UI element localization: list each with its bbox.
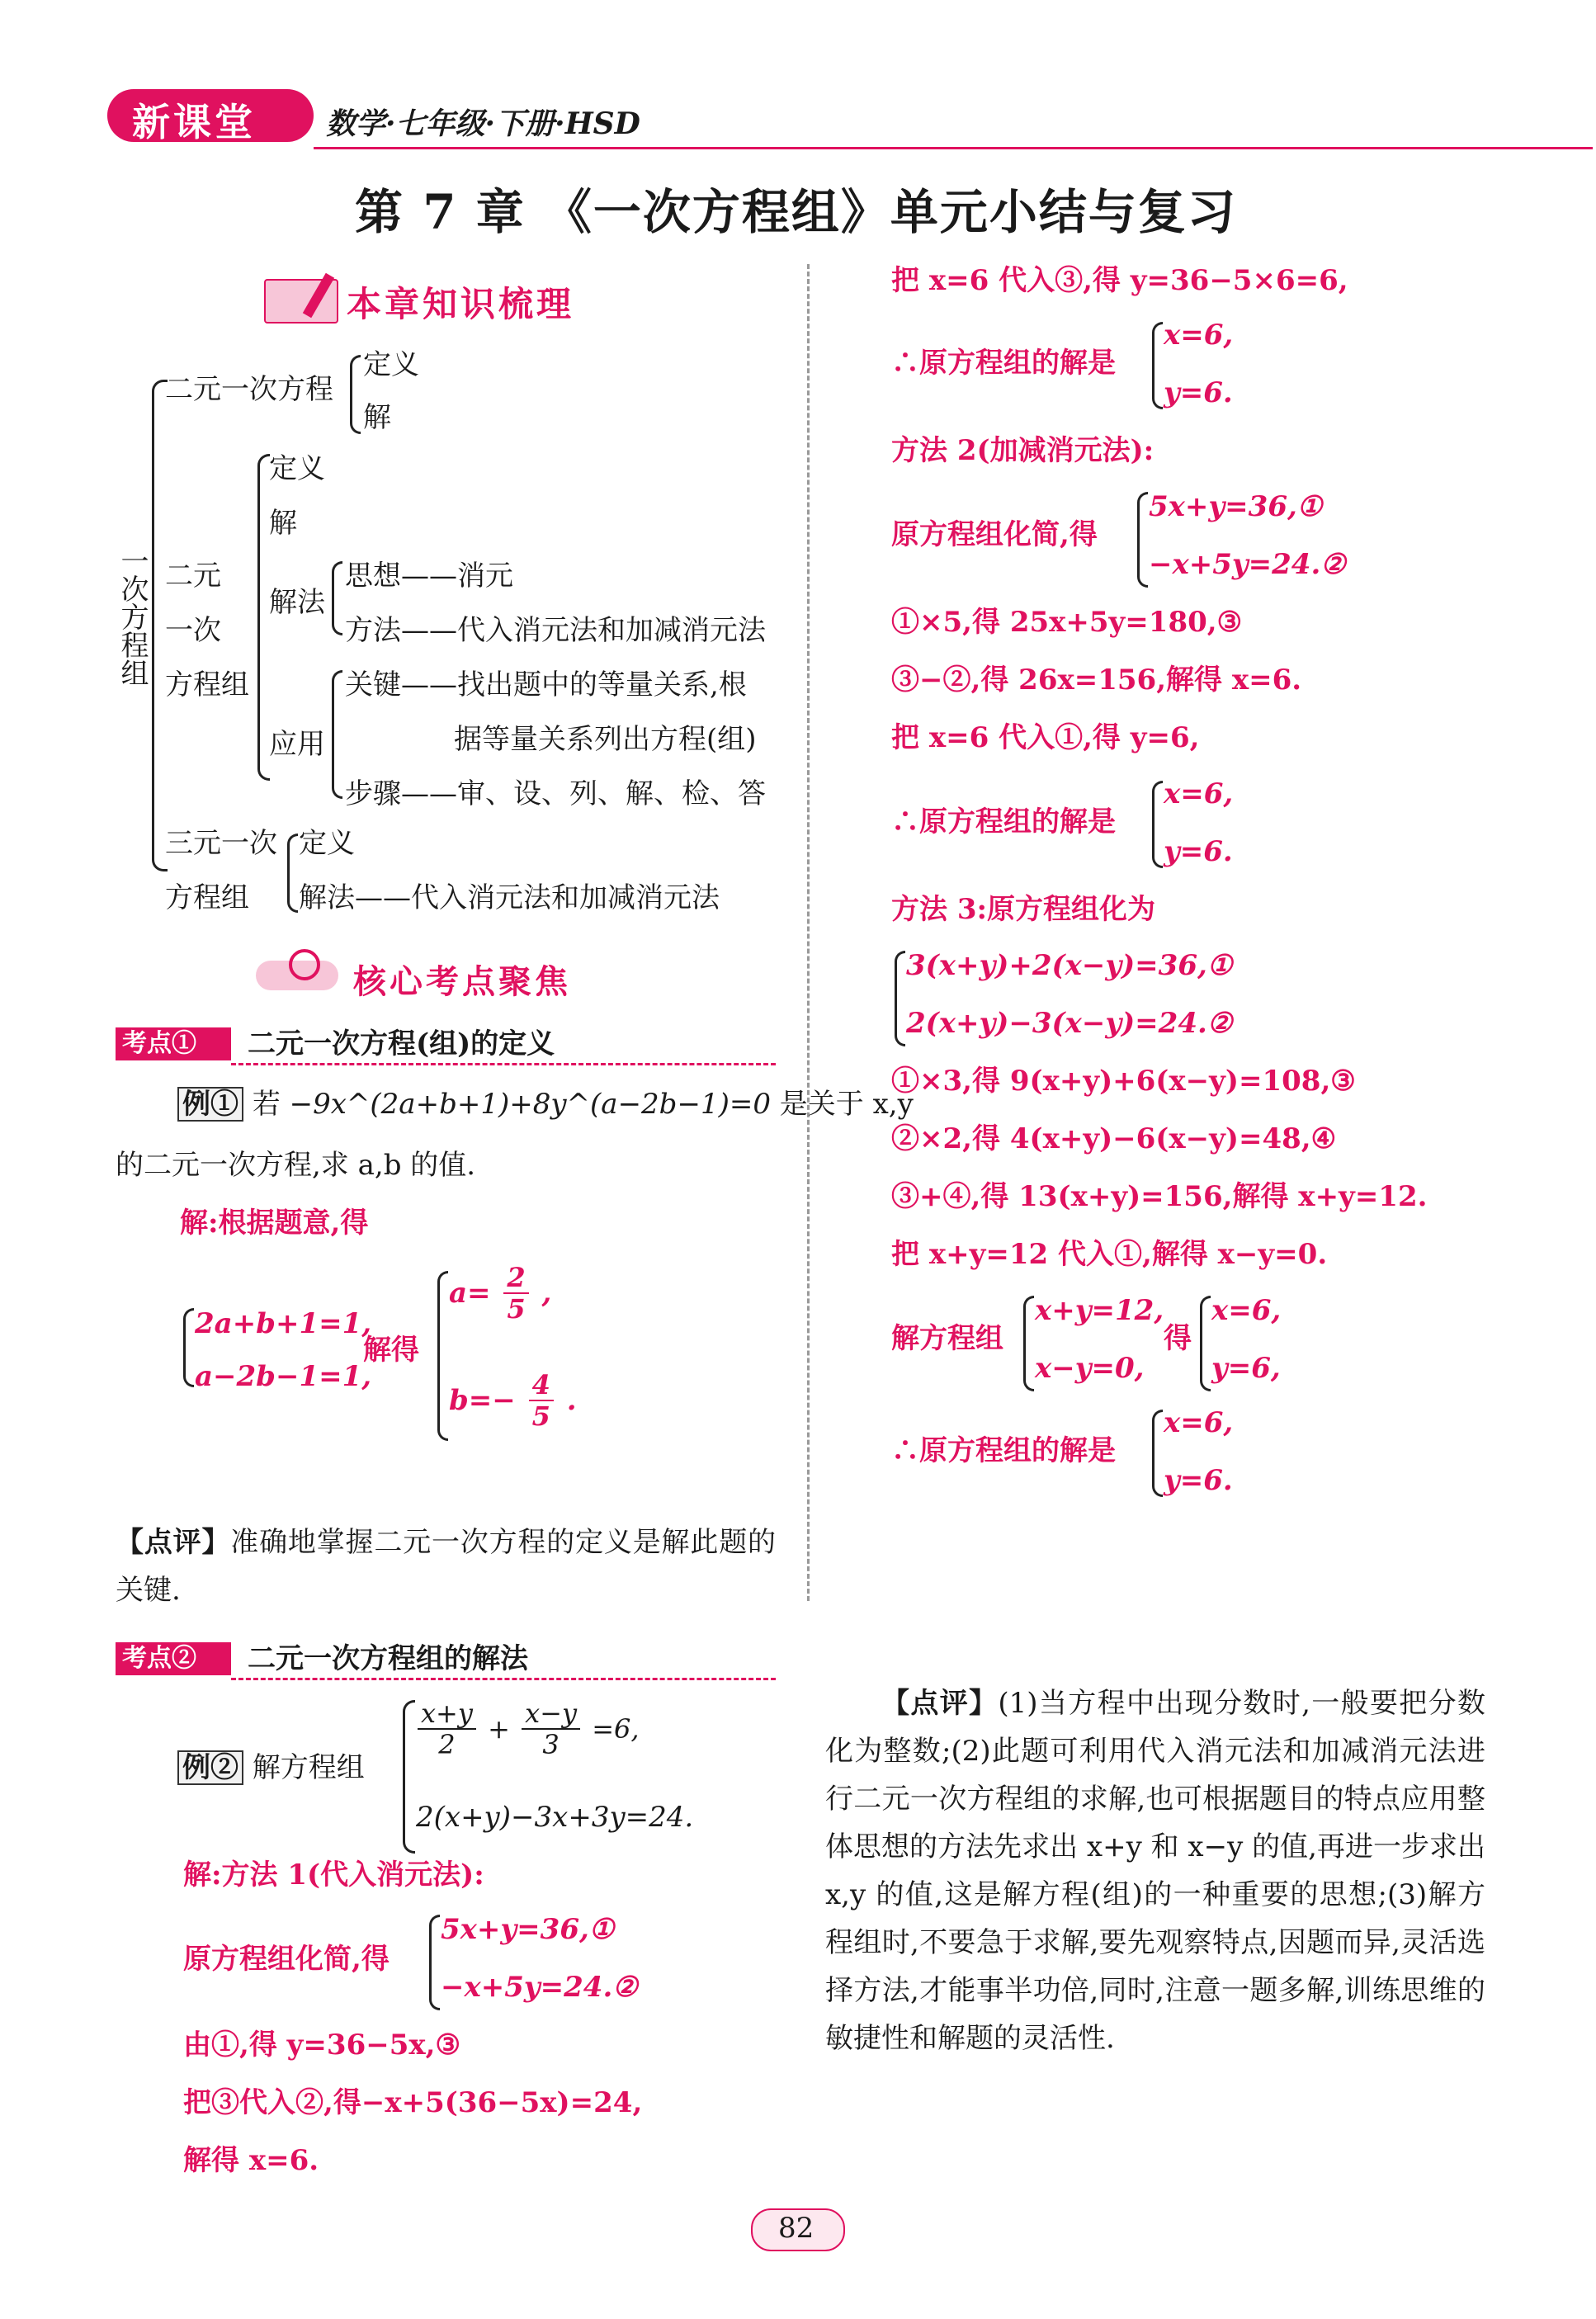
tree-n3-item-1-key: 解法 (299, 881, 355, 914)
eq1-num2: x−y (522, 1698, 580, 1730)
jiefa-1-val: ——代入消元法和加减消元法 (401, 614, 766, 647)
example-2-prefix: 解方程组 (252, 1751, 365, 1784)
m1-line-1: 原方程组化简,得 (183, 1943, 390, 1976)
example-1-solve-word: 解得 (363, 1334, 419, 1367)
n1-brace (350, 355, 361, 434)
yingyong-2-val: ——审、设、列、解、检、答 (401, 777, 766, 810)
example-1-ans-brace (437, 1271, 448, 1441)
example-2-label: 例② (177, 1750, 243, 1785)
magnifier-lens (289, 949, 320, 980)
r-sol1-x: x=6, (1164, 319, 1234, 352)
ans-a-num: 2 (503, 1263, 528, 1294)
r-therefore-2: ∴原方程组的解是 (891, 805, 1116, 838)
r-sol3-x: x=6, (1164, 1406, 1234, 1439)
r-sol1-brace (1152, 322, 1163, 409)
eq1-den1: 2 (438, 1729, 456, 1760)
r-line-1: 把 x=6 代入③,得 y=36−5×6=6, (891, 264, 1348, 297)
m2-sys-brace (1137, 492, 1148, 588)
yingyong-0-val: ——找出题中的等量关系,根 (401, 668, 747, 701)
n2-brace (257, 454, 270, 781)
tree-n2-item-0: 定义 (269, 452, 325, 485)
jiefa-0-val: ——消元 (401, 560, 513, 593)
m3-sol2-x: x=6, (1211, 1294, 1282, 1327)
example-1-question-line2: 的二元一次方程,求 a,b 的值. (116, 1149, 476, 1182)
jiefa-brace (332, 561, 342, 635)
example-1-comment (116, 1518, 776, 1614)
eq1-rhs: =6, (592, 1713, 640, 1745)
tree-n1-item-0: 定义 (363, 348, 419, 381)
tree-n2-0: 二元 (165, 560, 221, 593)
yingyong-1-val: 据等量关系列出方程(组) (454, 723, 757, 756)
m2-l2: ③−②,得 26x=156,解得 x=6. (891, 664, 1302, 697)
m3-solve: 解方程组 (891, 1322, 1003, 1355)
logo-text: 新课堂 (132, 100, 256, 144)
r-therefore-3: ∴原方程组的解是 (891, 1434, 1116, 1467)
kaodian-2-header (116, 1642, 776, 1675)
r-sol2-brace (1152, 781, 1163, 868)
r-therefore-1: ∴原方程组的解是 (891, 347, 1116, 380)
header (107, 89, 1494, 155)
example-1-ans-a (449, 1263, 551, 1324)
tree-n1-item-1: 解 (363, 401, 391, 434)
jiefa-0-key: 思想 (345, 560, 401, 593)
ans-a-comma: , (541, 1277, 552, 1310)
tree-n3-0: 三元一次 (165, 827, 277, 860)
page-number: 82 (778, 2212, 815, 2245)
tree-n3-1: 方程组 (165, 881, 249, 914)
m3-head: 方法 3:原方程组化为 (891, 893, 1156, 926)
m3-sys2-1: x−y=0, (1035, 1352, 1145, 1385)
example-1-comment-label: 【点评】 (116, 1526, 231, 1559)
n3-brace (287, 834, 298, 913)
m3-sys2-0: x+y=12, (1035, 1294, 1164, 1327)
m2-l1: ①×5,得 25x+5y=180,③ (891, 606, 1243, 639)
r-sol2-y: y=6. (1164, 835, 1233, 868)
m3-l2: ②×2,得 4(x+y)−6(x−y)=48,④ (891, 1122, 1337, 1155)
example-1-equation: −9x^(2a+b+1)+8y^(a−2b−1)=0 (289, 1088, 771, 1121)
example-2-question (177, 1750, 365, 1786)
section-core (256, 949, 635, 1002)
m1-sys-brace (429, 1915, 440, 2010)
r-sol2-x: x=6, (1164, 777, 1234, 810)
example-1-prefix: 若 (252, 1088, 281, 1121)
kaodian-2-dash (231, 1678, 776, 1680)
m3-sys-0: 3(x+y)+2(x−y)=36,① (906, 949, 1233, 982)
tree-n2-2: 方程组 (165, 668, 249, 701)
m3-sol2-y: y=6, (1211, 1352, 1281, 1385)
m3-sol2-brace (1200, 1296, 1211, 1391)
r-sol3-y: y=6. (1164, 1464, 1233, 1497)
example-2-comment-label: 【点评】 (881, 1687, 999, 1720)
tree-n3-item-1-val: ——代入消元法和加减消元法 (355, 881, 720, 914)
example-1-sys-1: a−2b−1=1, (195, 1360, 372, 1393)
section-core-title: 核心考点聚焦 (353, 963, 571, 1001)
knowledge-tree (116, 330, 792, 924)
m1-line-0: 解:方法 1(代入消元法): (183, 1859, 484, 1892)
tree-n2-1: 一次 (165, 614, 221, 647)
m1-line-3: −x+5y=24.② (441, 1971, 638, 2004)
tree-root (116, 546, 149, 694)
example-1-solution-head: 解:根据题意,得 (180, 1207, 369, 1240)
m3-de: 得 (1164, 1322, 1192, 1355)
m2-simplify: 原方程组化简,得 (891, 518, 1098, 551)
eq1-num1: x+y (418, 1698, 476, 1730)
m3-sys-brace (895, 951, 905, 1046)
example-2-comment (825, 1679, 1485, 2062)
example-1-suffix: 是关于 x,y (779, 1088, 914, 1121)
m3-l4: 把 x+y=12 代入①,解得 x−y=0. (891, 1238, 1328, 1271)
m1-line-6: 解得 x=6. (183, 2144, 319, 2177)
example-1-sys-brace (183, 1308, 194, 1387)
eq1-plus: + (488, 1713, 510, 1745)
m3-sys-1: 2(x+y)−3(x−y)=24.② (906, 1007, 1233, 1040)
ans-b-num: 4 (529, 1370, 554, 1401)
column-divider (807, 264, 810, 1601)
kaodian-1-title: 二元一次方程(组)的定义 (248, 1027, 555, 1060)
example-2-comment-text: (1)当方程中出现分数时,一般要把分数化为整数;(2)此题可利用代入消元法和加减消元法进行二元一次方程组的求解,也可根据题目的特点应用整体思想的方法先求出 x+y 和 x−y 的值,再进一步求出 x,y 的值,这是解方程(组)的一种重要的思想;(3)解方程组时,不要急于求解,要先观察特点,因题而异,灵活选择方法,才能事半功倍,同时,注意一题多解,训练思维的敏捷性和解题的灵活性. (825, 1687, 1485, 2055)
example-1-comment-text: 准确地掌握二元一次方程的定义是解此题的关键. (116, 1526, 777, 1607)
ans-a-den: 5 (507, 1293, 526, 1325)
header-rule (314, 147, 1593, 149)
tree-n2-item-1: 解 (269, 507, 297, 540)
yingyong-2-key: 步骤 (345, 777, 401, 810)
tree-n1: 二元一次方程 (165, 373, 333, 406)
ans-b-dot: . (566, 1384, 577, 1417)
section-knowledge-title: 本章知识梳理 (347, 284, 575, 324)
jiefa-1-key: 方法 (345, 614, 401, 647)
m1-line-2: 5x+y=36,① (441, 1913, 615, 1946)
kaodian-1-tag: 考点① (116, 1027, 231, 1060)
yingyong-brace (332, 670, 342, 799)
example-2-eq2: 2(x+y)−3x+3y=24. (416, 1801, 694, 1834)
ans-b-label: b=− (449, 1384, 516, 1417)
kaodian-1-header (116, 1027, 776, 1060)
m2-l3: 把 x=6 代入①,得 y=6, (891, 721, 1200, 754)
eq1-den2: 3 (542, 1729, 560, 1760)
tree-n2-item-3: 应用 (269, 728, 325, 761)
example-1-question (177, 1086, 914, 1122)
m1-line-5: 把③代入②,得−x+5(36−5x)=24, (183, 2086, 643, 2119)
tree-root-label: 一次方程组 (116, 546, 149, 687)
example-2-eq1 (414, 1698, 640, 1759)
section-knowledge (264, 272, 611, 325)
kaodian-2-title: 二元一次方程组的解法 (248, 1642, 528, 1675)
yingyong-0-key: 关键 (345, 668, 401, 701)
tree-n3-item-0: 定义 (299, 827, 355, 860)
ans-b-den: 5 (531, 1400, 550, 1432)
example-1-ans-b (449, 1370, 577, 1431)
example-2-sys-brace (403, 1700, 415, 1854)
m1-line-4: 由①,得 y=36−5x,③ (183, 2029, 460, 2062)
r-sol1-y: y=6. (1164, 376, 1233, 409)
kaodian-2-tag: 考点② (116, 1642, 231, 1675)
tree-n2-item-2: 解法 (269, 586, 325, 619)
m3-l3: ③+④,得 13(x+y)=156,解得 x+y=12. (891, 1180, 1428, 1213)
m2-head: 方法 2(加减消元法): (891, 434, 1155, 467)
m2-sys-0: 5x+y=36,① (1149, 490, 1323, 523)
m2-sys-1: −x+5y=24.② (1149, 548, 1346, 581)
m3-l1: ①×3,得 9(x+y)+6(x−y)=108,③ (891, 1065, 1356, 1098)
header-subtitle: 数学·七年级·下册·HSD (326, 106, 640, 141)
r-sol3-brace (1152, 1410, 1163, 1497)
example-1-label: 例① (177, 1087, 243, 1122)
example-1-sys-0: 2a+b+1=1, (195, 1307, 372, 1340)
kaodian-1-dash (231, 1063, 776, 1065)
page-title: 第 7 章 《一次方程组》单元小结与复习 (355, 184, 1237, 240)
m3-sys2-brace (1023, 1296, 1034, 1391)
ans-a-label: a= (449, 1277, 491, 1310)
